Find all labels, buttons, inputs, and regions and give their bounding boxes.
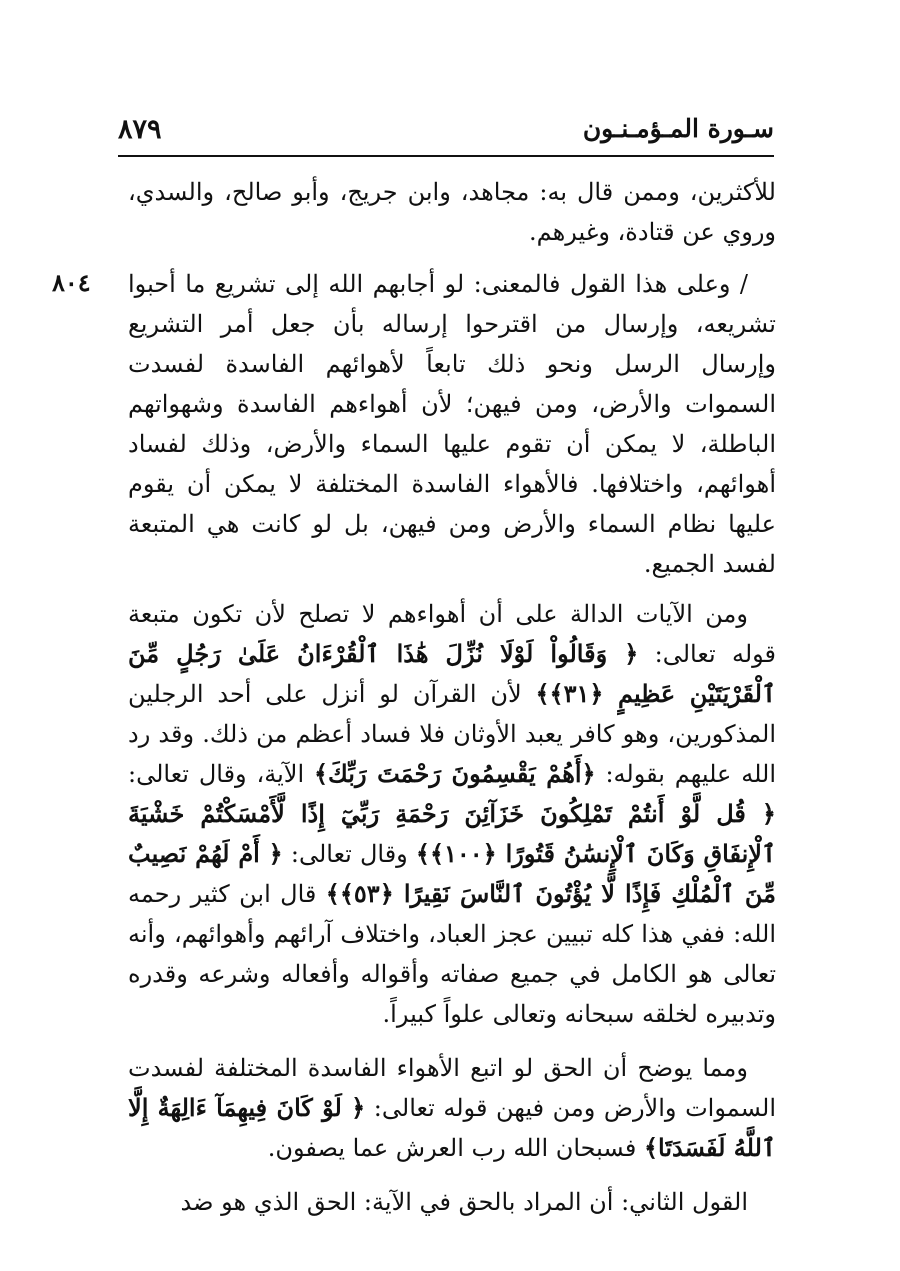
paragraph-text: قال ابن كثير رحمه الله: ففي هذا كله تبيين عجز العباد، واختلاف آرائهم وأهوائهم، وأنه تعالى هو الكامل في جميع صفاته وأقواله وأفعاله وشرعه وقدره وتدبيره لخلقه سبحانه وتعالى علواً كبيراً. xyxy=(128,880,776,1028)
paragraph-text: الآية، وقال تعالى: xyxy=(128,760,314,788)
paragraph-second-opinion: القول الثاني: أن المراد بالحق في الآية: الحق الذي هو ضد xyxy=(180,1188,748,1216)
paragraph-text: فسبحان الله رب العرش عما يصفون. xyxy=(267,1134,644,1162)
paragraph-verses xyxy=(128,594,776,1034)
quran-verse: ﴿ وَقَالُواْ لَوْلَا نُزِّلَ هَٰذَا ٱلْقُرْءَانُ عَلَىٰ رَجُلٍ مِّنَ ٱلْقَرْيَتَيْنِ عَظِيمٍ ﴿٣١﴾﴾ xyxy=(128,639,777,708)
quran-verse: ﴿أَهُمْ يَقْسِمُونَ رَحْمَتَ رَبِّكَ﴾ xyxy=(313,759,596,788)
quran-verse: ﴿ أَمْ لَهُمْ نَصِيبٌ مِّنَ ٱلْمُلْكِ فَإِذًا لَّا يُؤْتُونَ ٱلنَّاسَ نَقِيرًا ﴿٥٣﴾﴾ xyxy=(128,839,777,908)
page-header xyxy=(118,114,774,150)
header-rule xyxy=(118,155,774,157)
quran-verse: ﴿ لَوْ كَانَ فِيهِمَآ ءَالِهَةٌ إِلَّا ٱللَّهُ لَفَسَدَتَا﴾ xyxy=(128,1093,776,1162)
page-number: ٨٧٩ xyxy=(118,114,162,145)
paragraph-continuation: للأكثرين، وممن قال به: مجاهد، وابن جريج، وأبو صالح، والسدي، وروي عن قتادة، وغيرهم. xyxy=(128,178,776,246)
paragraph-corruption xyxy=(128,1048,776,1168)
paragraph-text: ومما يوضح أن الحق لو اتبع الأهواء الفاسدة المختلفة لفسدت السموات والأرض ومن فيهن قوله تعالى: xyxy=(128,1054,776,1122)
quran-verse: ﴿ قُل لَّوْ أَنتُمْ تَمْلِكُونَ خَزَآئِنَ رَحْمَةِ رَبِّيٓ إِذًا لَّأَمْسَكْتُمْ خَشْيَةَ ٱلْإِنفَاقِ وَكَانَ ٱلْإِنسَٰنُ قَتُورًا ﴿١٠٠﴾﴾ xyxy=(128,799,777,868)
paragraph-text: لأن القرآن لو أنزل على أحد الرجلين المذكورين، وهو كافر يعبد الأوثان فلا فساد أعظم من ذلك. وقد رد الله عليهم بقوله: xyxy=(128,680,776,788)
paragraph-meaning: / وعلى هذا القول فالمعنى: لو أجابهم الله إلى تشريع ما أحبوا تشريعه، وإرسال من اقترحوا إرساله بأن جعل أمر التشريع وإرسال الرسل ونحو ذلك تابعاً لأهوائهم الفاسدة لفسدت السموات والأرض، ومن فيهن؛ لأن أهواءهم الفاسدة وشهواتهم الباطلة، لا يمكن أن تقوم عليها السماء والأرض، وذلك لفساد أهوائهم، واختلافها. فالأهواء الفاسدة المختلفة لا يمكن أن يقوم عليها نظام السماء والأرض ومن فيهن، بل لو كانت هي المتبعة لفسد الجميع. xyxy=(128,270,776,578)
surah-title: سـورة المـؤمـنـون xyxy=(582,114,774,143)
paragraph-text: ومن الآيات الدالة على أن أهواءهم لا تصلح لأن تكون متبعة قوله تعالى: xyxy=(128,600,777,668)
page-body xyxy=(128,172,776,1232)
margin-reference-number: ٨٠٤ xyxy=(52,268,91,297)
paragraph-text: وقال تعالى: xyxy=(282,840,416,868)
